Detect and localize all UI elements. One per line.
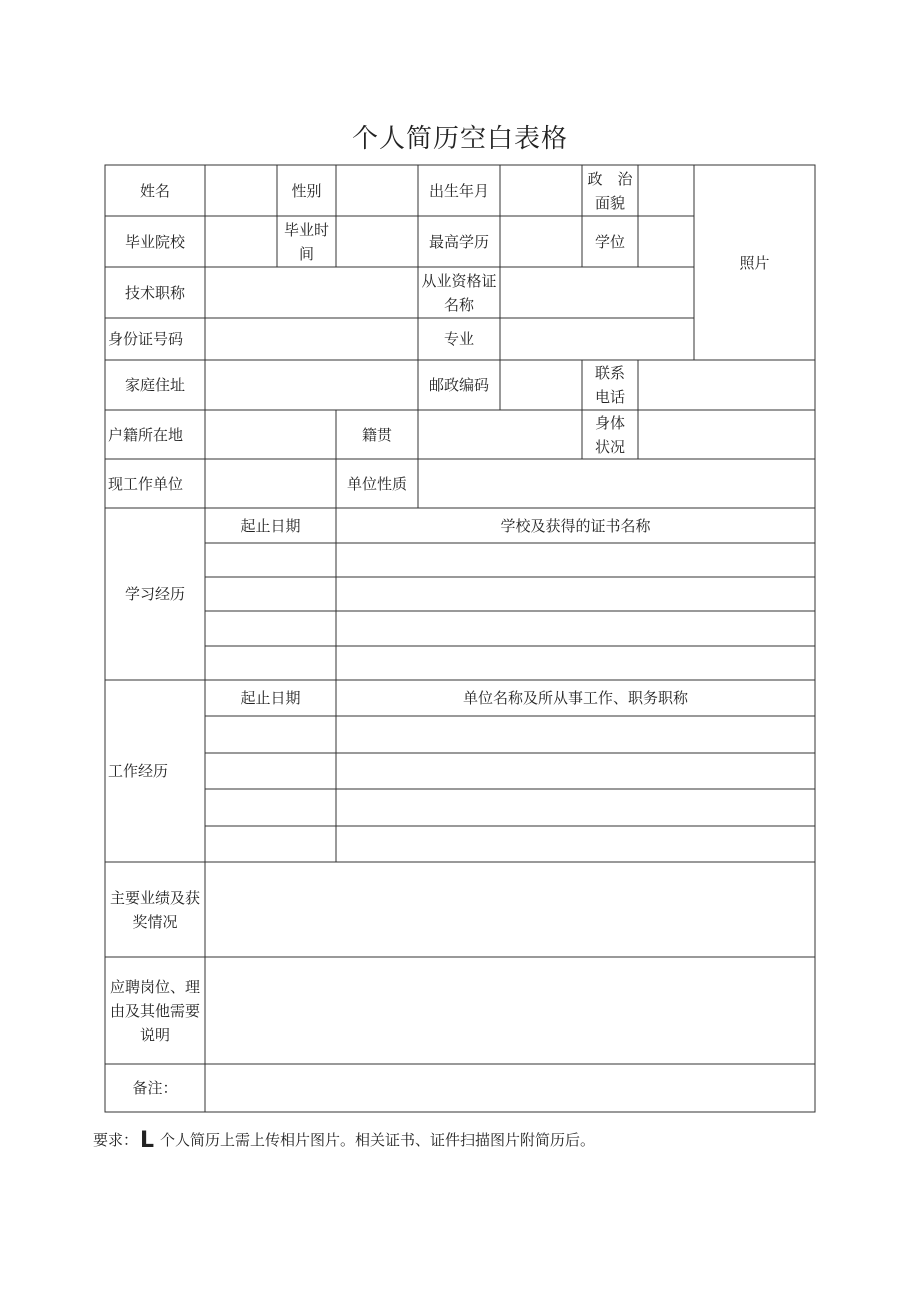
work-unit-field[interactable] bbox=[336, 789, 815, 826]
label-achievements bbox=[105, 862, 205, 957]
field-cert[interactable] bbox=[500, 267, 694, 318]
label-household: 户籍所在地 bbox=[108, 425, 184, 444]
label-political bbox=[582, 165, 638, 216]
label-gender: 性别 bbox=[291, 181, 322, 200]
label-application-line1: 应聘岗位、理 bbox=[109, 977, 200, 996]
work-date-field[interactable] bbox=[205, 753, 336, 789]
work-unit-field[interactable] bbox=[336, 826, 815, 862]
label-employer: 现工作单位 bbox=[108, 474, 184, 493]
label-id-number: 身份证号码 bbox=[108, 330, 184, 348]
label-grad-time-line2: 间 bbox=[298, 244, 314, 263]
field-grad-time[interactable] bbox=[336, 216, 418, 267]
field-political[interactable] bbox=[638, 165, 694, 216]
work-date-field[interactable] bbox=[205, 789, 336, 826]
label-grad-time bbox=[277, 216, 336, 267]
label-political-line2: 面貌 bbox=[594, 193, 625, 212]
study-date-header: 起止日期 bbox=[240, 516, 301, 535]
label-education: 最高学历 bbox=[428, 232, 489, 251]
label-title-rank: 技术职称 bbox=[124, 283, 185, 302]
label-employer-type: 单位性质 bbox=[346, 474, 407, 493]
label-birth: 出生年月 bbox=[428, 181, 489, 200]
label-political-line1: 政 治 bbox=[587, 169, 633, 188]
field-birth[interactable] bbox=[500, 165, 582, 216]
field-address[interactable] bbox=[205, 360, 418, 410]
study-date-field[interactable] bbox=[205, 646, 336, 680]
field-name[interactable] bbox=[205, 165, 277, 216]
label-health bbox=[582, 410, 638, 459]
label-school: 毕业院校 bbox=[124, 232, 185, 251]
field-remarks[interactable] bbox=[205, 1064, 815, 1112]
field-postcode[interactable] bbox=[500, 360, 582, 410]
requirement-note bbox=[93, 1128, 595, 1153]
work-date-header: 起止日期 bbox=[240, 689, 301, 707]
study-school-header: 学校及获得的证书名称 bbox=[500, 516, 651, 535]
label-cert bbox=[418, 267, 500, 318]
label-work-history: 工作经历 bbox=[108, 762, 169, 780]
label-grad-time-line1: 毕业时 bbox=[283, 220, 329, 239]
photo-box[interactable]: 照片 bbox=[739, 253, 770, 272]
note-text: 个人简历上需上传相片图片。相关证书、证件扫描图片附简历后。 bbox=[160, 1131, 596, 1149]
field-phone[interactable] bbox=[638, 360, 815, 410]
work-date-field[interactable] bbox=[205, 826, 336, 862]
field-title-rank[interactable] bbox=[205, 267, 418, 318]
study-date-field[interactable] bbox=[205, 577, 336, 611]
label-achievements-line2: 奖情况 bbox=[132, 912, 178, 931]
note-prefix: 要求： bbox=[93, 1131, 139, 1149]
study-date-field[interactable] bbox=[205, 543, 336, 577]
field-gender[interactable] bbox=[336, 165, 418, 216]
label-degree: 学位 bbox=[594, 232, 625, 251]
label-native: 籍贯 bbox=[361, 425, 392, 444]
label-application-line2: 由及其他需要 bbox=[109, 1001, 200, 1020]
work-unit-field[interactable] bbox=[336, 753, 815, 789]
label-application-line3: 说明 bbox=[139, 1025, 170, 1044]
field-school[interactable] bbox=[205, 216, 277, 267]
field-employer[interactable] bbox=[205, 459, 336, 508]
form-title: 个人简历空白表格 bbox=[351, 124, 568, 154]
label-cert-line2: 名称 bbox=[443, 295, 474, 314]
label-phone-line2: 电话 bbox=[594, 388, 625, 406]
note-marker: L bbox=[140, 1128, 155, 1153]
field-application[interactable] bbox=[205, 957, 815, 1064]
study-school-field[interactable] bbox=[336, 646, 815, 680]
study-school-field[interactable] bbox=[336, 577, 815, 611]
field-major[interactable] bbox=[500, 318, 694, 360]
field-degree[interactable] bbox=[638, 216, 694, 267]
field-achievements[interactable] bbox=[205, 862, 815, 957]
label-health-line1: 身体 bbox=[594, 413, 625, 432]
field-household[interactable] bbox=[205, 410, 336, 459]
work-unit-header: 单位名称及所从事工作、职务职称 bbox=[462, 689, 688, 707]
label-achievements-line1: 主要业绩及获 bbox=[109, 888, 200, 907]
label-phone bbox=[582, 360, 638, 410]
label-phone-line1: 联系 bbox=[594, 364, 625, 382]
field-health[interactable] bbox=[638, 410, 815, 459]
field-education[interactable] bbox=[500, 216, 582, 267]
label-cert-line1: 从业资格证 bbox=[421, 271, 497, 290]
study-school-field[interactable] bbox=[336, 611, 815, 646]
label-application bbox=[105, 957, 205, 1064]
label-name: 姓名 bbox=[139, 181, 170, 200]
field-employer-type[interactable] bbox=[418, 459, 815, 508]
work-date-field[interactable] bbox=[205, 716, 336, 753]
label-remarks: 备注： bbox=[132, 1079, 178, 1097]
field-native[interactable] bbox=[418, 410, 582, 459]
label-health-line2: 状况 bbox=[594, 437, 625, 456]
label-study-history: 学习经历 bbox=[124, 585, 185, 603]
label-major: 专业 bbox=[443, 330, 474, 348]
field-id-number[interactable] bbox=[205, 318, 418, 360]
label-address: 家庭住址 bbox=[124, 376, 185, 394]
study-date-field[interactable] bbox=[205, 611, 336, 646]
label-postcode: 邮政编码 bbox=[428, 376, 489, 394]
work-unit-field[interactable] bbox=[336, 716, 815, 753]
study-school-field[interactable] bbox=[336, 543, 815, 577]
